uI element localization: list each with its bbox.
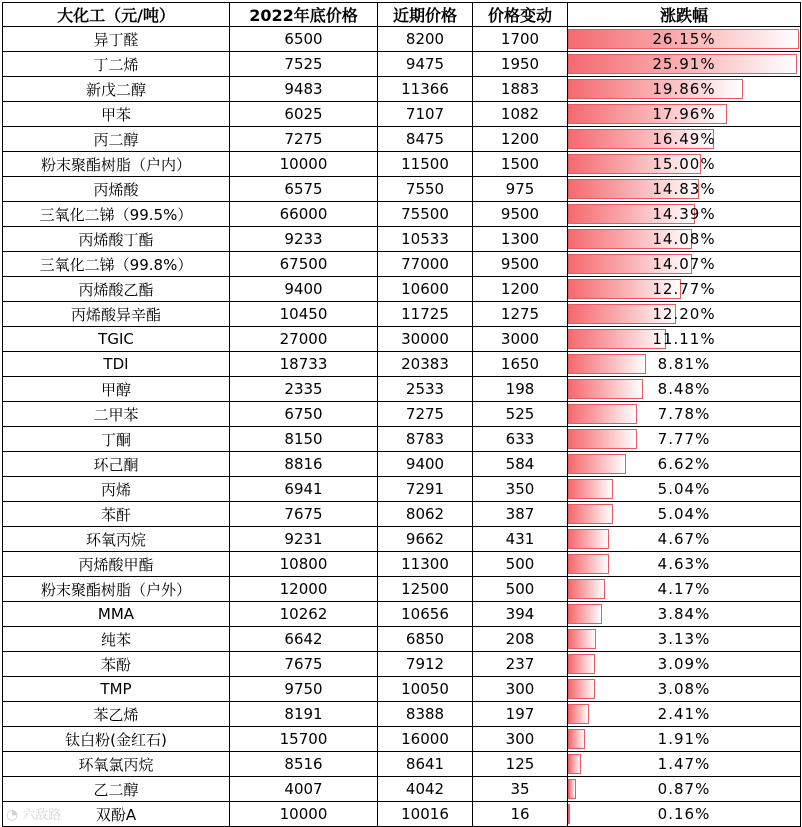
cell-pct xyxy=(568,352,801,377)
pct-bar xyxy=(568,604,602,624)
cell-end2022: 27000 xyxy=(230,327,378,352)
cell-end2022: 8191 xyxy=(230,702,378,727)
header-pct: 涨跌幅 xyxy=(568,3,801,27)
cell-recent: 75500 xyxy=(378,202,473,227)
cell-change: 1200 xyxy=(473,127,568,152)
cell-recent: 7291 xyxy=(378,477,473,502)
cell-pct xyxy=(568,402,801,427)
cell-end2022: 6941 xyxy=(230,477,378,502)
cell-pct xyxy=(568,27,801,52)
cell-end2022: 8816 xyxy=(230,452,378,477)
pct-text: 7.78% xyxy=(657,405,711,423)
cell-end2022: 9400 xyxy=(230,277,378,302)
cell-change: 125 xyxy=(473,752,568,777)
cell-change: 431 xyxy=(473,527,568,552)
pct-bar xyxy=(568,529,609,549)
cell-end2022: 6025 xyxy=(230,102,378,127)
cell-recent: 8783 xyxy=(378,427,473,452)
table-row xyxy=(3,427,801,452)
cell-change: 1082 xyxy=(473,102,568,127)
cell-pct xyxy=(568,152,801,177)
pct-text: 14.39% xyxy=(652,205,716,223)
cell-recent: 10016 xyxy=(378,802,473,827)
cell-recent: 11725 xyxy=(378,302,473,327)
cell-change: 500 xyxy=(473,552,568,577)
table-row xyxy=(3,127,801,152)
cell-change: 387 xyxy=(473,502,568,527)
header-change: 价格变动 xyxy=(473,3,568,27)
cell-end2022: 9750 xyxy=(230,677,378,702)
table-row xyxy=(3,77,801,102)
cell-pct xyxy=(568,452,801,477)
pct-text: 12.77% xyxy=(652,280,716,298)
cell-end2022: 7275 xyxy=(230,127,378,152)
cell-pct xyxy=(568,327,801,352)
cell-name: 粉末聚酯树脂（户外） xyxy=(3,577,230,602)
cell-name: 双酚A xyxy=(3,802,230,827)
cell-change: 197 xyxy=(473,702,568,727)
cell-pct xyxy=(568,377,801,402)
cell-end2022: 6575 xyxy=(230,177,378,202)
cell-pct xyxy=(568,577,801,602)
cell-name: 钛白粉(金红石) xyxy=(3,727,230,752)
cell-end2022: 66000 xyxy=(230,202,378,227)
cell-recent: 20383 xyxy=(378,352,473,377)
table-row xyxy=(3,327,801,352)
cell-change: 3000 xyxy=(473,327,568,352)
cell-recent: 9662 xyxy=(378,527,473,552)
pct-text: 4.17% xyxy=(657,580,711,598)
pct-text: 15.00% xyxy=(652,155,716,173)
cell-change: 1500 xyxy=(473,152,568,177)
cell-end2022: 10262 xyxy=(230,602,378,627)
cell-change: 1300 xyxy=(473,227,568,252)
cell-change: 16 xyxy=(473,802,568,827)
pct-text: 14.07% xyxy=(652,255,716,273)
cell-pct xyxy=(568,752,801,777)
cell-name: 苯酐 xyxy=(3,502,230,527)
cell-name: MMA xyxy=(3,602,230,627)
cell-change: 394 xyxy=(473,602,568,627)
cell-name: 三氧化二锑（99.5%） xyxy=(3,202,230,227)
cell-change: 300 xyxy=(473,677,568,702)
logo-icon: ◔ xyxy=(6,807,19,823)
pct-bar xyxy=(568,654,595,674)
pct-text: 1.91% xyxy=(657,730,711,748)
cell-recent: 7275 xyxy=(378,402,473,427)
cell-change: 9500 xyxy=(473,202,568,227)
pct-text: 1.47% xyxy=(657,755,711,773)
cell-end2022: 6500 xyxy=(230,27,378,52)
table-row xyxy=(3,652,801,677)
cell-end2022: 9483 xyxy=(230,77,378,102)
cell-change: 350 xyxy=(473,477,568,502)
pct-text: 2.41% xyxy=(657,705,711,723)
cell-end2022: 9231 xyxy=(230,527,378,552)
header-recent: 近期价格 xyxy=(378,3,473,27)
pct-text: 19.86% xyxy=(652,80,716,98)
cell-end2022: 7675 xyxy=(230,502,378,527)
cell-name: 甲醇 xyxy=(3,377,230,402)
cell-change: 237 xyxy=(473,652,568,677)
table-row xyxy=(3,52,801,77)
pct-text: 8.48% xyxy=(657,380,711,398)
cell-end2022: 10000 xyxy=(230,152,378,177)
cell-recent: 4042 xyxy=(378,777,473,802)
cell-recent: 11500 xyxy=(378,152,473,177)
table-row xyxy=(3,577,801,602)
table-row xyxy=(3,502,801,527)
cell-recent: 10050 xyxy=(378,677,473,702)
cell-name: 丁二烯 xyxy=(3,52,230,77)
cell-pct xyxy=(568,127,801,152)
cell-name: TDI xyxy=(3,352,230,377)
cell-name: 异丁醛 xyxy=(3,27,230,52)
cell-end2022: 10450 xyxy=(230,302,378,327)
table-body xyxy=(3,27,801,827)
cell-name: 苯酚 xyxy=(3,652,230,677)
cell-name: 丙烯酸乙酯 xyxy=(3,277,230,302)
cell-end2022: 10000 xyxy=(230,802,378,827)
cell-pct xyxy=(568,702,801,727)
cell-pct xyxy=(568,727,801,752)
table-row xyxy=(3,27,801,52)
pct-bar xyxy=(568,779,576,799)
cell-pct xyxy=(568,427,801,452)
pct-bar xyxy=(568,454,626,474)
table-row xyxy=(3,677,801,702)
cell-recent: 7107 xyxy=(378,102,473,127)
cell-name: 丁酮 xyxy=(3,427,230,452)
cell-pct xyxy=(568,227,801,252)
header-end2022: 2022年底价格 xyxy=(230,3,378,27)
cell-change: 633 xyxy=(473,427,568,452)
cell-recent: 2533 xyxy=(378,377,473,402)
cell-pct xyxy=(568,552,801,577)
table-row xyxy=(3,377,801,402)
table-row xyxy=(3,727,801,752)
cell-recent: 11366 xyxy=(378,77,473,102)
cell-name: 丙二醇 xyxy=(3,127,230,152)
pct-text: 5.04% xyxy=(657,480,711,498)
pct-text: 4.63% xyxy=(657,555,711,573)
cell-recent: 10533 xyxy=(378,227,473,252)
cell-recent: 77000 xyxy=(378,252,473,277)
pct-bar xyxy=(568,504,613,524)
cell-end2022: 6750 xyxy=(230,402,378,427)
pct-bar xyxy=(568,579,605,599)
pct-text: 12.20% xyxy=(652,305,716,323)
cell-recent: 7912 xyxy=(378,652,473,677)
cell-change: 198 xyxy=(473,377,568,402)
table-row xyxy=(3,627,801,652)
table-row xyxy=(3,402,801,427)
cell-end2022: 10800 xyxy=(230,552,378,577)
pct-text: 3.08% xyxy=(657,680,711,698)
cell-pct xyxy=(568,677,801,702)
cell-change: 208 xyxy=(473,627,568,652)
cell-name: 丙烯酸异辛酯 xyxy=(3,302,230,327)
cell-change: 584 xyxy=(473,452,568,477)
table-row xyxy=(3,177,801,202)
cell-pct xyxy=(568,177,801,202)
header-row xyxy=(3,3,801,27)
cell-change: 1883 xyxy=(473,77,568,102)
pct-text: 11.11% xyxy=(652,330,716,348)
table-row xyxy=(3,252,801,277)
cell-end2022: 8516 xyxy=(230,752,378,777)
cell-change: 525 xyxy=(473,402,568,427)
cell-end2022: 15700 xyxy=(230,727,378,752)
pct-text: 26.15% xyxy=(652,30,716,48)
watermark xyxy=(6,804,61,823)
cell-change: 35 xyxy=(473,777,568,802)
cell-pct xyxy=(568,602,801,627)
cell-recent: 9400 xyxy=(378,452,473,477)
pct-bar xyxy=(568,354,646,374)
cell-name: 苯乙烯 xyxy=(3,702,230,727)
pct-text: 3.09% xyxy=(657,655,711,673)
cell-end2022: 18733 xyxy=(230,352,378,377)
cell-recent: 8388 xyxy=(378,702,473,727)
price-change-table xyxy=(2,2,801,827)
pct-bar xyxy=(568,379,643,399)
cell-change: 9500 xyxy=(473,252,568,277)
cell-name: 新戊二醇 xyxy=(3,77,230,102)
cell-recent: 10600 xyxy=(378,277,473,302)
pct-bar xyxy=(568,629,596,649)
cell-pct xyxy=(568,302,801,327)
table-row xyxy=(3,352,801,377)
cell-recent: 10656 xyxy=(378,602,473,627)
cell-change: 975 xyxy=(473,177,568,202)
cell-pct xyxy=(568,777,801,802)
cell-recent: 11300 xyxy=(378,552,473,577)
cell-pct xyxy=(568,527,801,552)
cell-name: TGIC xyxy=(3,327,230,352)
cell-recent: 8062 xyxy=(378,502,473,527)
cell-change: 500 xyxy=(473,577,568,602)
table-row xyxy=(3,302,801,327)
cell-end2022: 2335 xyxy=(230,377,378,402)
cell-change: 1275 xyxy=(473,302,568,327)
cell-end2022: 8150 xyxy=(230,427,378,452)
cell-pct xyxy=(568,52,801,77)
cell-end2022: 7675 xyxy=(230,652,378,677)
table-row xyxy=(3,102,801,127)
pct-text: 4.67% xyxy=(657,530,711,548)
table-row xyxy=(3,277,801,302)
pct-bar xyxy=(568,754,581,774)
table-row xyxy=(3,227,801,252)
cell-name: 乙二醇 xyxy=(3,777,230,802)
cell-pct xyxy=(568,277,801,302)
table-row xyxy=(3,477,801,502)
cell-pct xyxy=(568,77,801,102)
cell-recent: 7550 xyxy=(378,177,473,202)
cell-name: 二甲苯 xyxy=(3,402,230,427)
cell-name: TMP xyxy=(3,677,230,702)
table-row xyxy=(3,552,801,577)
cell-name: 丙烯酸甲酯 xyxy=(3,552,230,577)
cell-pct xyxy=(568,627,801,652)
cell-end2022: 4007 xyxy=(230,777,378,802)
pct-text: 16.49% xyxy=(652,130,716,148)
cell-change: 1700 xyxy=(473,27,568,52)
cell-recent: 9475 xyxy=(378,52,473,77)
cell-recent: 12500 xyxy=(378,577,473,602)
pct-bar xyxy=(568,704,589,724)
cell-name: 粉末聚酯树脂（户内） xyxy=(3,152,230,177)
pct-text: 3.13% xyxy=(657,630,711,648)
cell-recent: 8475 xyxy=(378,127,473,152)
pct-bar xyxy=(568,729,585,749)
watermark-text: 六敌路 xyxy=(22,808,62,823)
cell-end2022: 9233 xyxy=(230,227,378,252)
table-row xyxy=(3,602,801,627)
cell-end2022: 12000 xyxy=(230,577,378,602)
pct-bar xyxy=(568,479,613,499)
pct-text: 25.91% xyxy=(652,55,716,73)
cell-name: 环氧丙烷 xyxy=(3,527,230,552)
cell-pct xyxy=(568,202,801,227)
cell-pct xyxy=(568,102,801,127)
pct-text: 14.08% xyxy=(652,230,716,248)
cell-change: 1950 xyxy=(473,52,568,77)
cell-recent: 30000 xyxy=(378,327,473,352)
cell-pct xyxy=(568,252,801,277)
table-row xyxy=(3,802,801,827)
cell-change: 300 xyxy=(473,727,568,752)
table-row xyxy=(3,702,801,727)
cell-change: 1650 xyxy=(473,352,568,377)
table-row xyxy=(3,452,801,477)
table-row xyxy=(3,752,801,777)
cell-change: 1200 xyxy=(473,277,568,302)
pct-text: 8.81% xyxy=(657,355,711,373)
pct-bar xyxy=(568,679,595,699)
pct-bar xyxy=(568,429,637,449)
cell-name: 环氧氯丙烷 xyxy=(3,752,230,777)
cell-end2022: 67500 xyxy=(230,252,378,277)
pct-bar xyxy=(568,554,609,574)
table-row xyxy=(3,202,801,227)
pct-bar xyxy=(568,404,637,424)
cell-recent: 8200 xyxy=(378,27,473,52)
cell-name: 丙烯 xyxy=(3,477,230,502)
cell-name: 甲苯 xyxy=(3,102,230,127)
cell-name: 丙烯酸 xyxy=(3,177,230,202)
pct-text: 0.16% xyxy=(657,805,711,823)
pct-text: 5.04% xyxy=(657,505,711,523)
pct-bar xyxy=(568,804,570,824)
table-row xyxy=(3,527,801,552)
cell-pct xyxy=(568,802,801,827)
pct-text: 14.83% xyxy=(652,180,716,198)
cell-name: 环己酮 xyxy=(3,452,230,477)
cell-name: 纯苯 xyxy=(3,627,230,652)
cell-end2022: 7525 xyxy=(230,52,378,77)
cell-end2022: 6642 xyxy=(230,627,378,652)
cell-name: 三氧化二锑（99.8%） xyxy=(3,252,230,277)
cell-pct xyxy=(568,477,801,502)
table-row xyxy=(3,777,801,802)
cell-recent: 6850 xyxy=(378,627,473,652)
pct-text: 17.96% xyxy=(652,105,716,123)
cell-pct xyxy=(568,652,801,677)
header-name: 大化工（元/吨） xyxy=(3,3,230,27)
pct-text: 0.87% xyxy=(657,780,711,798)
pct-text: 6.62% xyxy=(657,455,711,473)
pct-text: 7.77% xyxy=(657,430,711,448)
cell-name: 丙烯酸丁酯 xyxy=(3,227,230,252)
cell-recent: 16000 xyxy=(378,727,473,752)
table-row xyxy=(3,152,801,177)
cell-pct xyxy=(568,502,801,527)
pct-text: 3.84% xyxy=(657,605,711,623)
cell-recent: 8641 xyxy=(378,752,473,777)
